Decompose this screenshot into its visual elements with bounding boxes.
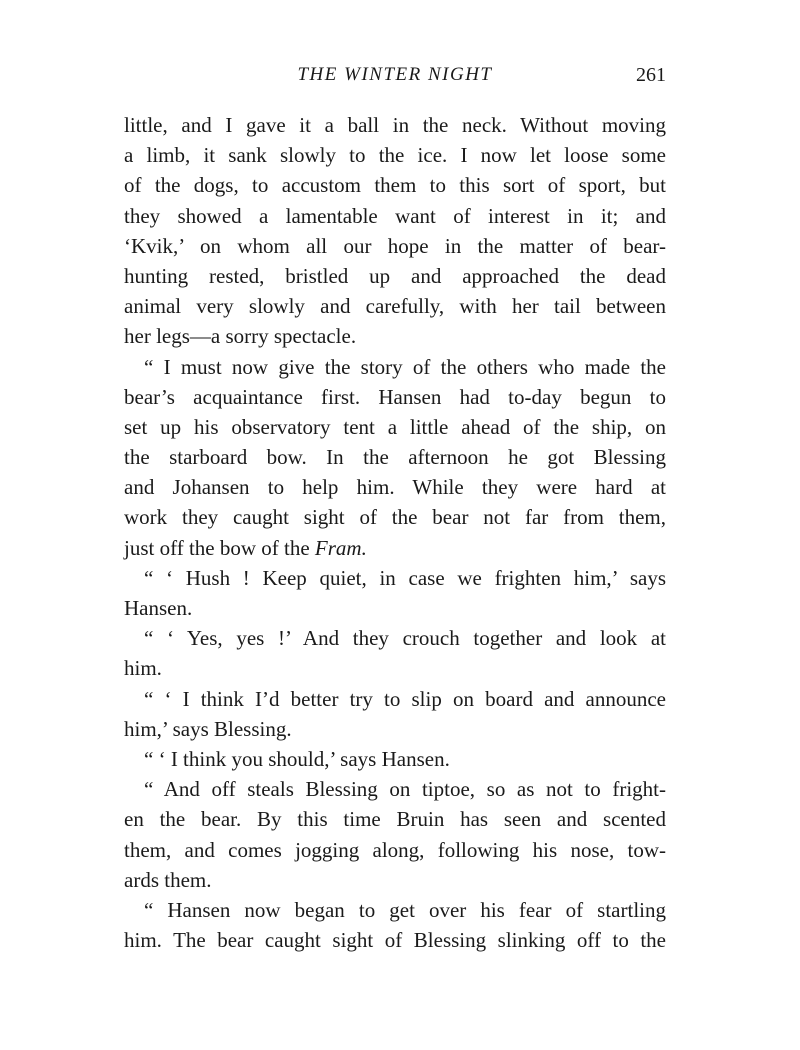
text-line bbox=[124, 714, 666, 744]
text-line bbox=[124, 382, 666, 412]
running-head bbox=[124, 60, 666, 90]
ship-name-italic: Fram. bbox=[314, 535, 367, 560]
text-line-content: a limb, it sank slowly to the ice. I now let loose some bbox=[124, 143, 666, 168]
text-line bbox=[124, 472, 666, 502]
text-line bbox=[124, 442, 666, 472]
text-line bbox=[124, 502, 666, 532]
text-line bbox=[124, 744, 666, 774]
text-line-content: little, and I gave it a ball in the neck. Without moving bbox=[124, 113, 666, 137]
text-line-content: him,’ says Blessing. bbox=[124, 716, 292, 741]
text-line-content: “ And off steals Blessing on tiptoe, so as not to fright- bbox=[144, 777, 666, 802]
text-line bbox=[124, 170, 666, 200]
text-line-content: the starboard bow. In the afternoon he got Blessing bbox=[124, 445, 666, 470]
text-line bbox=[124, 835, 666, 865]
text-line bbox=[124, 895, 666, 925]
text-line bbox=[124, 140, 666, 170]
text-line bbox=[124, 925, 666, 955]
text-line bbox=[124, 412, 666, 442]
text-line-content: “ ‘ I think you should,’ says Hansen. bbox=[144, 746, 450, 771]
text-line-content: “ I must now give the story of the others who made the bbox=[144, 354, 666, 379]
text-line bbox=[124, 804, 666, 834]
text-line-content: him. bbox=[124, 656, 162, 681]
text-line bbox=[124, 774, 666, 804]
text-line bbox=[124, 653, 666, 683]
text-line bbox=[124, 261, 666, 291]
text-line bbox=[124, 352, 666, 382]
text-line-content: en the bear. By this time Bruin has seen and scented bbox=[124, 807, 666, 832]
text-line-content: her legs—a sorry spectacle. bbox=[124, 324, 357, 349]
page-number: 261 bbox=[636, 64, 666, 86]
running-title: THE WINTER NIGHT bbox=[297, 64, 493, 85]
text-line bbox=[124, 291, 666, 321]
text-line bbox=[124, 201, 666, 231]
text-line-content: him. The bear caught sight of Blessing slinking off to the bbox=[124, 928, 666, 953]
text-line-content: and Johansen to help him. While they were hard at bbox=[124, 475, 666, 500]
text-line-content: of the dogs, to accustom them to this sort of sport, but bbox=[124, 173, 666, 198]
text-line-content: work they caught sight of the bear not far from them, bbox=[124, 505, 666, 530]
text-line bbox=[124, 865, 666, 895]
text-line-content: Hansen. bbox=[124, 596, 193, 620]
text-line-content: bear’s acquaintance first. Hansen had to-day begun to bbox=[124, 384, 666, 409]
text-line-content: “ ‘ Yes, yes !’ And they crouch together and look at bbox=[144, 626, 666, 651]
text-line-content: hunting rested, bristled up and approached the dead bbox=[124, 263, 666, 288]
text-line bbox=[124, 231, 666, 261]
text-line bbox=[124, 533, 666, 563]
text-line-content: just off the bow of the bbox=[124, 535, 315, 560]
text-line bbox=[124, 684, 666, 714]
text-line-content: them, and comes jogging along, following his nose, tow- bbox=[124, 837, 666, 862]
text-line bbox=[124, 623, 666, 653]
text-line bbox=[124, 593, 666, 623]
text-line-content: set up his observatory tent a little ahead of the ship, on bbox=[124, 414, 666, 439]
text-line-content: “ ‘ Hush ! Keep quiet, in case we frighten him,’ says bbox=[144, 565, 666, 590]
text-line bbox=[124, 110, 666, 140]
text-line-content: they showed a lamentable want of interest in it; and bbox=[124, 203, 666, 228]
text-line bbox=[124, 321, 666, 351]
text-line-content: “ ‘ I think I’d better try to slip on board and announce bbox=[144, 686, 666, 711]
text-line-content: ards them. bbox=[124, 867, 212, 892]
text-line bbox=[124, 563, 666, 593]
text-line-content: “ Hansen now began to get over his fear of startling bbox=[144, 897, 666, 922]
text-line-content: animal very slowly and carefully, with her tail between bbox=[124, 294, 666, 319]
text-line-content: ‘Kvik,’ on whom all our hope in the matter of bear- bbox=[124, 233, 666, 258]
body-text bbox=[124, 110, 666, 955]
